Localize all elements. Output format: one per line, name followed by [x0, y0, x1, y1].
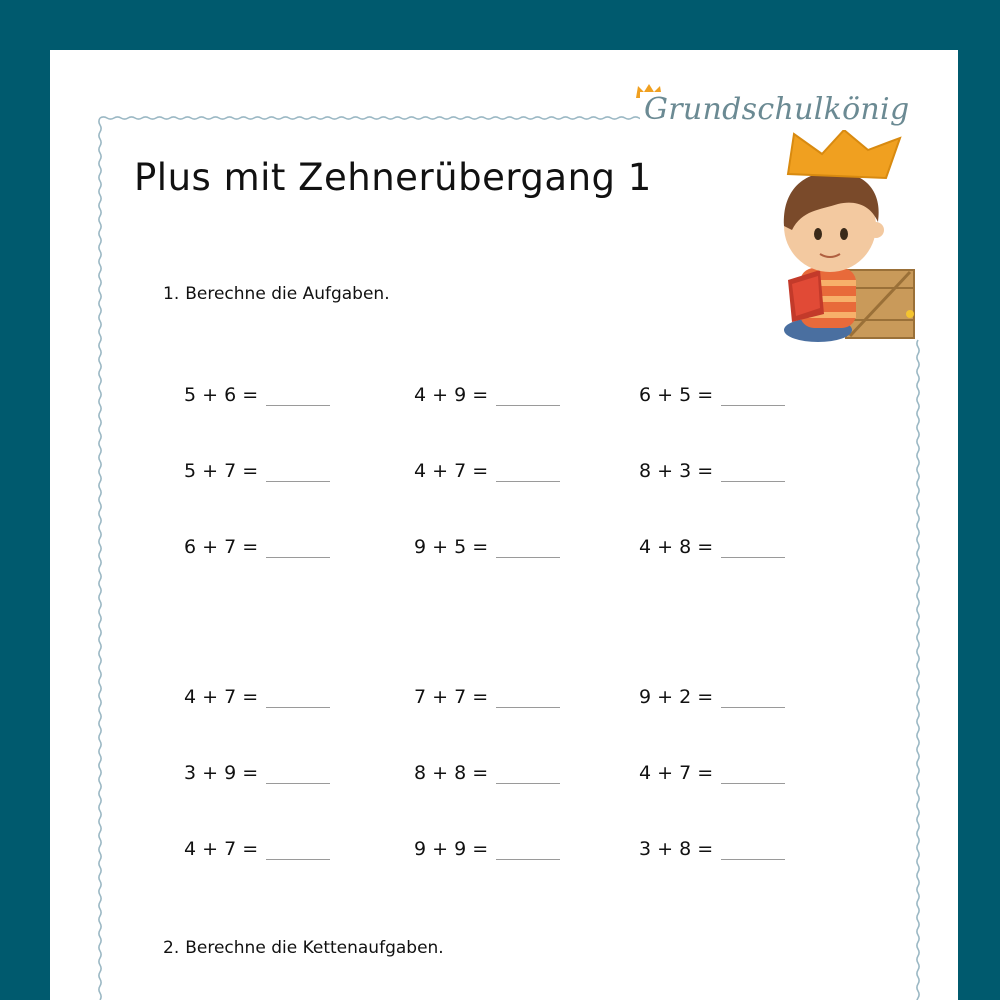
addition-problem: [184, 834, 330, 860]
problem-expression: 9 + 5 =: [414, 536, 489, 558]
task-2-number: 2.: [163, 938, 180, 958]
worksheet-page: [50, 50, 958, 1000]
problem-expression: 3 + 9 =: [184, 762, 259, 784]
answer-blank[interactable]: [266, 539, 330, 558]
answer-blank[interactable]: [721, 539, 785, 558]
problem-expression: 5 + 6 =: [184, 384, 259, 406]
problem-expression: 8 + 8 =: [414, 762, 489, 784]
answer-blank[interactable]: [266, 387, 330, 406]
addition-problem: [184, 532, 330, 558]
answer-blank[interactable]: [721, 387, 785, 406]
problem-expression: 4 + 8 =: [639, 536, 714, 558]
addition-problem: [414, 758, 560, 784]
problem-expression: 9 + 9 =: [414, 838, 489, 860]
problem-expression: 4 + 7 =: [639, 762, 714, 784]
addition-problem: [639, 532, 785, 558]
task-2-text: Berechne die Kettenaufgaben.: [185, 938, 444, 958]
answer-blank[interactable]: [721, 841, 785, 860]
problem-expression: 6 + 5 =: [639, 384, 714, 406]
answer-blank[interactable]: [721, 765, 785, 784]
problem-expression: 5 + 7 =: [184, 460, 259, 482]
answer-blank[interactable]: [496, 765, 560, 784]
task-1-text: Berechne die Aufgaben.: [185, 284, 390, 304]
task-2-instruction: [163, 938, 444, 958]
worksheet-title: Plus mit Zehnerübergang 1: [134, 156, 652, 199]
addition-problem: [184, 380, 330, 406]
addition-problem: [414, 456, 560, 482]
problem-expression: 4 + 7 =: [414, 460, 489, 482]
problem-expression: 4 + 9 =: [414, 384, 489, 406]
boy-reading-mascot: [758, 130, 928, 350]
addition-problem: [639, 682, 785, 708]
problem-expression: 8 + 3 =: [639, 460, 714, 482]
addition-problem: [639, 758, 785, 784]
answer-blank[interactable]: [496, 387, 560, 406]
answer-blank[interactable]: [496, 463, 560, 482]
answer-blank[interactable]: [266, 689, 330, 708]
addition-problem: [414, 380, 560, 406]
answer-blank[interactable]: [721, 463, 785, 482]
brand-logo-text: Grundschulkönig: [640, 92, 913, 127]
task-1-instruction: [163, 284, 390, 304]
answer-blank[interactable]: [721, 689, 785, 708]
answer-blank[interactable]: [496, 841, 560, 860]
answer-blank[interactable]: [266, 841, 330, 860]
problem-expression: 7 + 7 =: [414, 686, 489, 708]
problem-expression: 4 + 7 =: [184, 686, 259, 708]
answer-blank[interactable]: [496, 689, 560, 708]
answer-blank[interactable]: [496, 539, 560, 558]
problem-expression: 3 + 8 =: [639, 838, 714, 860]
addition-problem: [639, 380, 785, 406]
addition-problem: [414, 682, 560, 708]
answer-blank[interactable]: [266, 765, 330, 784]
problem-expression: 9 + 2 =: [639, 686, 714, 708]
addition-problem: [639, 456, 785, 482]
addition-problem: [184, 758, 330, 784]
addition-problem: [414, 834, 560, 860]
task-1-number: 1.: [163, 284, 180, 304]
problem-expression: 6 + 7 =: [184, 536, 259, 558]
addition-problem: [184, 682, 330, 708]
answer-blank[interactable]: [266, 463, 330, 482]
problem-expression: 4 + 7 =: [184, 838, 259, 860]
addition-problem: [639, 834, 785, 860]
addition-problem: [184, 456, 330, 482]
addition-problem: [414, 532, 560, 558]
